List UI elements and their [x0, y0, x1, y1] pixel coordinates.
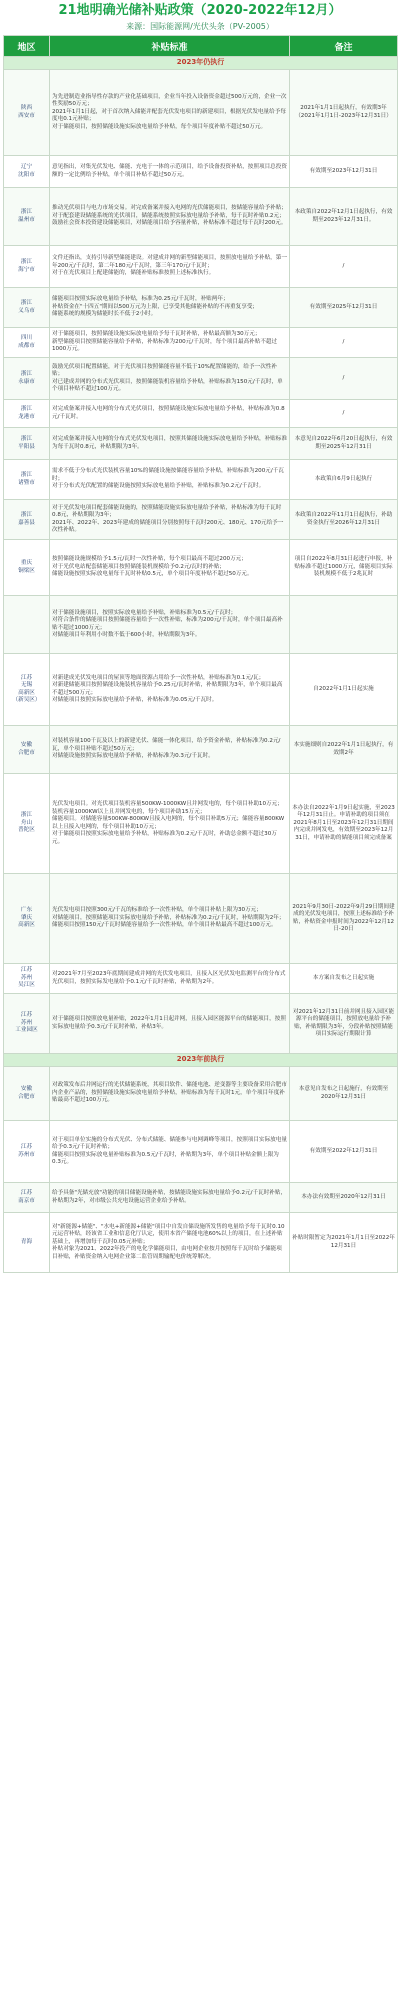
table-row [4, 156, 398, 188]
region-cell: 四川 成都市 [4, 328, 50, 358]
standard-cell: 对新建成光伏发电项目的屋顶等地面资源占用给予一次性补贴，补贴标准为0.1元/瓦； 对新建储能项目按照储能设施装机容量给予0.25元/瓦时补贴，补贴期限为3年，单个项目最高不超过500万元； 对储能项目按照实际放电量给予补贴，补贴标准为0.05元/千瓦时。 [50, 654, 290, 726]
standard-cell: 对于项目单位实施的分布式光伏、分布式储能、储能参与电网调峰等项目，按照项目实际放电量给予0.3元/千瓦时补贴； 储能项目按照实际放电量补贴标准为0.5元/千瓦时，补贴期为3年，单个项目补贴金额上限为0.3元。 [50, 1121, 290, 1183]
table-row [4, 1213, 398, 1273]
note-cell: 补贴时限暂定为2021年1月1日至2022年12月31日 [290, 1213, 398, 1273]
table-row [4, 540, 398, 596]
region-cell: 浙江 平阳县 [4, 428, 50, 460]
header-note: 备注 [290, 36, 398, 57]
region-cell: 重庆 铜梁区 [4, 540, 50, 596]
standard-cell: 对于储能设施项目，按照实际放电量给予补贴，补贴标准为0.5元/千瓦时； 对符合条件的储能项目按照储能容量给予一次性补贴，标准为200元/千瓦时，单个项目最高补贴不超过1000万元； 对储能项目年利用小时数不低于600小时，补贴期限为3年。 [50, 596, 290, 654]
table-row [4, 874, 398, 964]
table-row [4, 726, 398, 774]
standard-cell: 对于储能项目，按照储能设施实际放电量给予每千瓦时补贴，补贴最高额为30万元； 新型储能项目按照储能容量给予补贴，补贴标准为200元/千瓦时，每个项目最高补贴不超过1000万元。 [50, 328, 290, 358]
standard-cell: 为先进制造业指导性存款的产业化基础项目，企业当年投入设备资金超过500万元的，企业一次性奖励50万元； 2021年1月1日起，对于首次纳入储能并配套光伏发电项目的新建项目，根据光伏发电量给予每度电0.1元补贴； 对于储能项目，按照储能设施实际放电量给予补贴，每个项目年度补贴不超过50万元。 [50, 70, 290, 156]
table-row [4, 358, 398, 400]
note-cell: 本意见自发布之日起施行，有效期至2020年12月31日 [290, 1067, 398, 1121]
note-cell: 本办法有效期至2020年12月31日 [290, 1183, 398, 1213]
note-cell: / [290, 358, 398, 400]
table-row [4, 596, 398, 654]
table-row [4, 288, 398, 328]
region-cell: 江苏 南京市 [4, 1183, 50, 1213]
standard-cell: 对完成备案并接入电网的分布式光伏发电项目，按照其储能设施实际放电量给予补贴，补贴标准为每千瓦时0.8元，补贴期限为3年。 [50, 428, 290, 460]
standard-cell: 文件还指出，支持引导新型储能建设。对建成并网的新型储能项目，按照放电量给予补贴，第一年200元/千瓦时，第二年180元/千瓦时，第三年170元/千瓦时； 对于在光伏项目上配建储能的，储能补贴标准按照上述标准执行。 [50, 246, 290, 288]
note-cell: / [290, 328, 398, 358]
table-row [4, 188, 398, 246]
standard-cell: 储能项目按照实际放电量给予补贴，标准为0.25元/千瓦时，补贴两年； 补贴资金在"十四五"期间以500万元为上限，已享受其他储能补贴的不再重复享受； 储能系统的规模为储能时长不低于2小时。 [50, 288, 290, 328]
note-cell: 有效期至2023年12月31日 [290, 156, 398, 188]
region-cell: 浙江 诸暨市 [4, 460, 50, 500]
header-region: 地区 [4, 36, 50, 57]
standard-cell: 光伏发电项目按照300元/千瓦的标准给予一次性补贴，单个项目补贴上限为30万元； 对储能项目，按照储能项目实际放电量给予补贴，补贴标准为0.2元/千瓦时，补贴期限为2年； 储能项目按照150元/千瓦时储能容量给予一次性补贴，单个项目补贴最高不超过100万元。 [50, 874, 290, 964]
region-cell [4, 596, 50, 654]
region-cell: 浙江 义乌市 [4, 288, 50, 328]
note-cell: 本办法自2022年1月9日起实施，至2023年12月31日止。申请补助的项目须在2021年8月1日至2023年12月31日期间内完成并网发电，有效期至2023年12月31日，申请补助的储能项目须完成备案 [290, 774, 398, 874]
table-row [4, 70, 398, 156]
note-cell: 自2022年1月1日起实施 [290, 654, 398, 726]
region-cell: 江苏 苏州 吴江区 [4, 964, 50, 994]
standard-cell: 对于光伏发电项目配套储能设施的，按照储能设施实际放电量给予补贴，补贴标准为每千瓦时0.8元，补贴期限为3年； 2021年、2022年、2023年建成的储能项目分别按照每千瓦时200元、180元、170元给予一次性补贴。 [50, 500, 290, 540]
note-cell: 项目自2022年8月31日起进行申报，补贴标准不超过1000万元，储能项目实际装机规模不低于2兆瓦时 [290, 540, 398, 596]
note-cell: / [290, 246, 398, 288]
standard-cell: 推动光伏项目与电力市场交易。对完成备案并接入电网的光伏储能项目，按储能容量给予补贴； 对于配套建设储能系统的光伏项目，储能系统按照实际放电量给予补贴，每千瓦时补贴0.2元； 鼓励社会资本投资建设储能项目，对储能项目给予容量补贴，补贴标准不超过每千瓦时200元。 [50, 188, 290, 246]
note-cell: 本方案自发布之日起实施 [290, 964, 398, 994]
source-line: 来源：国际能源网/光伏头条（PV-2005） [126, 22, 274, 31]
region-cell: 浙江 龙港市 [4, 400, 50, 428]
note-cell: 2021年1月1日起执行，有效期3年（2021年1月1日-2023年12月31日） [290, 70, 398, 156]
region-cell: 江苏 苏州市 [4, 1121, 50, 1183]
table-row [4, 246, 398, 288]
note-cell: 本政策自2022年12月1日起执行，有效期至2023年12月31日。 [290, 188, 398, 246]
standard-cell: 意见指出，对集光伏发电、储能、充电于一体的示范项目，给予设备投资补贴，按照项目总投资额的一定比例给予补贴，单个项目补贴不超过50万元。 [50, 156, 290, 188]
standard-cell: 按照储能设施规模给予1.5元/瓦时一次性补贴，每个项目最高不超过200万元； 对于光伏电站配套储能项目按照储能装机规模给予0.2元/瓦时的补贴； 储能设施按照实际放电量每千瓦时补贴0.5元，单个项目年度补贴不超过50万元。 [50, 540, 290, 596]
region-cell: 安徽 合肥市 [4, 1067, 50, 1121]
table-row [4, 328, 398, 358]
header-standard: 补贴标准 [50, 36, 290, 57]
section-label: 2023年仍执行 [4, 57, 398, 70]
standard-cell: 给予具备"光储充放"功能的项目储能设施补贴，按储能设施实际放电量给予0.2元/千瓦时补贴，补贴期为2年，对市级公共充电设施运营企业给予补贴。 [50, 1183, 290, 1213]
region-cell: 浙江 嘉善县 [4, 500, 50, 540]
note-cell [290, 596, 398, 654]
note-cell: / [290, 400, 398, 428]
table-row [4, 1121, 398, 1183]
standard-cell: 对于储能项目按照放电量补贴，2022年1月1日起并网，且接入园区能源平台的储能项目，按照实际放电量给予0.3元/千瓦时补贴，补贴3年。 [50, 994, 290, 1054]
standard-cell: 对完成备案并接入电网的分布式光伏项目，按照储能设施实际放电量给予补贴，补贴标准为0.8元/千瓦时。 [50, 400, 290, 428]
region-cell: 陕西 西安市 [4, 70, 50, 156]
region-cell: 广东 肇庆 高新区 [4, 874, 50, 964]
standard-cell: 对"新能源+储能"、"水电+新能源+储能"项目中自发自储设施所发售的电量给予每千瓦时0.10元运营补贴，经该省工业和信息化厅认定，使用本省产储能电池60%以上的项目，在上述补贴基础上，再增加每千瓦时0.05元补贴； 补贴对象为2021、2022年投产的电化学储能项目，由电网企业按月按照每千瓦时给予储能项目补贴，补贴资金纳入电网企业第二监管周期输配电价统筹解决。 [50, 1213, 290, 1273]
note-cell: 本实施细则自2022年1月1日起执行，有效期2年 [290, 726, 398, 774]
note-cell: 本政策自6月9日起执行 [290, 460, 398, 500]
standard-cell: 对政策发布后并网运行的光伏储能系统，其项目软件、储能电池、逆变器等主要设备采用合肥市内企业产品的，按照储能设施实际放电量给予补贴，补贴标准为每千瓦时1元，单个项目年度补贴最高不超过100万元。 [50, 1067, 290, 1121]
region-cell: 安徽 合肥市 [4, 726, 50, 774]
region-cell: 浙江 舟山 普陀区 [4, 774, 50, 874]
region-cell: 江苏 苏州 工业园区 [4, 994, 50, 1054]
standard-cell: 对2021年7月至2023年底期间建成并网的光伏发电项目，且接入区光伏发电监测平台的分布式光伏项目，按照实际发电量给予0.1元/千瓦时补贴，补贴期为2年。 [50, 964, 290, 994]
page-title: 21地明确光储补贴政策（2020-2022年12月） [58, 3, 342, 18]
region-cell: 江苏 无锡 高新区 （新吴区） [4, 654, 50, 726]
table-row [4, 400, 398, 428]
standard-cell: 光伏发电项目。对光伏项目装机容量500KW-1000KW且并网发电的，每个项目补助10万元；装机容量1000KW以上且并网发电的，每个项目补助15万元； 储能项目。对储能容量500KW-800KW且接入电网的，每个项目补助5万元；储能容量800KW以上且接入电网的，每个项目补助10万元； 对于储能项目按照实际放电量给予补贴，补贴标准为0.2元/千瓦时，补助总金额不超过30万元。 [50, 774, 290, 874]
standard-cell: 鼓励光伏项目配置储能，对于光伏项目按照储能容量不低于10%配置储能的，给予一次性补贴； 对已建成并网的分布式光伏项目，按照储能装机容量给予补贴，补贴标准为150元/千瓦时，单个项目补贴不超过100万元。 [50, 358, 290, 400]
section-row [4, 1054, 398, 1067]
table-row [4, 774, 398, 874]
region-cell: 辽宁 沈阳市 [4, 156, 50, 188]
note-cell: 有效期至2022年12月31日 [290, 1121, 398, 1183]
region-cell: 浙江 永康市 [4, 358, 50, 400]
note-cell: 本意见自2022年6月20日起执行，有效期至2025年12月31日 [290, 428, 398, 460]
region-cell: 浙江 海宁市 [4, 246, 50, 288]
section-label: 2023年前执行 [4, 1054, 398, 1067]
table-row [4, 500, 398, 540]
subsidy-table [3, 35, 398, 1273]
table-row [4, 1183, 398, 1213]
table-row [4, 654, 398, 726]
note-cell: 2021年9月30日-2022年9月29日期间建成的光伏发电项目，按照上述标准给予补贴，补贴资金申报时间为2022年12月12日-20日 [290, 874, 398, 964]
table-row [4, 428, 398, 460]
table-row [4, 964, 398, 994]
standard-cell: 对装机容量100千瓦及以上的新建光伏、储能一体化项目，给予资金补贴，补贴标准为0.2元/瓦，单个项目补贴不超过50万元； 对储能设施按照实际放电量给予补贴，补贴标准为0.3元/千瓦时。 [50, 726, 290, 774]
table-body [4, 57, 398, 1273]
table-row [4, 994, 398, 1054]
standard-cell: 需求不低于分布式光伏装机容量10%的储能设施按储能容量给予补贴，补贴标准为200元/千瓦时； 对于分布式光伏配置的储能设施按照实际放电量给予补贴，补贴标准为0.2元/千瓦时。 [50, 460, 290, 500]
region-cell: 青海 [4, 1213, 50, 1273]
note-cell: 本政策自2022年11月1日起执行，补助资金执行至2026年12月31日 [290, 500, 398, 540]
table-row [4, 1067, 398, 1121]
header-row [4, 36, 398, 57]
region-cell: 浙江 温州市 [4, 188, 50, 246]
section-row [4, 57, 398, 70]
note-cell: 有效期至2025年12月31日 [290, 288, 398, 328]
note-cell: 对2021年12月31日前并网且接入园区能源平台的储能项目，按照放电量给予补贴，补贴期限为3年，分段补贴按照储能项目实际运行期限计算 [290, 994, 398, 1054]
table-row [4, 460, 398, 500]
